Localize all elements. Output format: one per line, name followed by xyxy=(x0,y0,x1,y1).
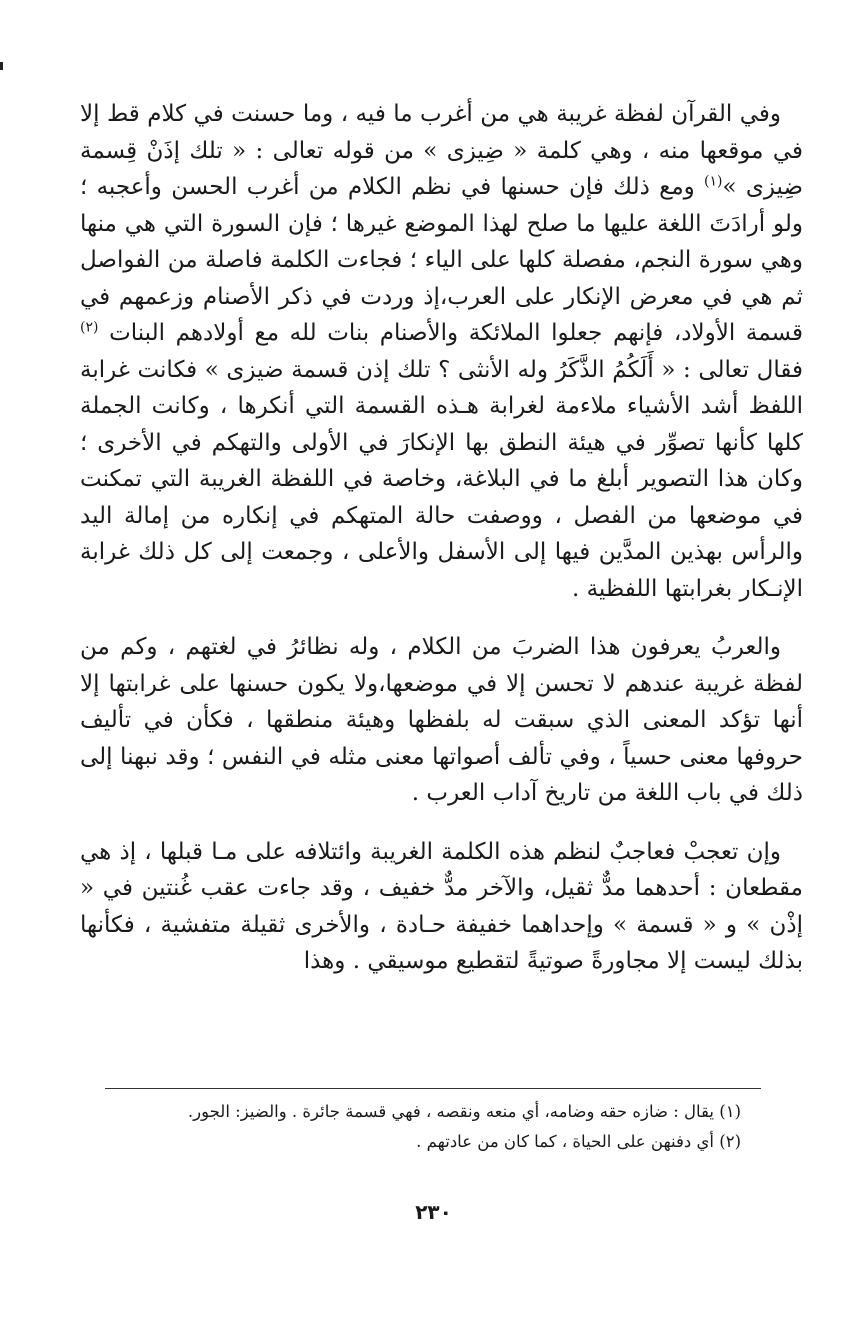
paragraph-2: والعربُ يعرفون هذا الضربَ من الكلام ، وله نظائرُ في لغتهم ، وكم من لفظة غريبة عندهم لا تحسن إلا في موضعها،ولا يكون حسنها على غرابتها إلا أنها تؤكد المعنى الذي سبقت له بلفظها وهيئة منطقها ، فكأن في تأليف حروفها معنى حسياً ، وفي تألف أصواتها معنى مثله في النفس ؛ وقد نبهنا إلى ذلك في باب اللغة من تاريخ آداب العرب . xyxy=(80,634,803,806)
page-number: ٢٣٠ xyxy=(415,1200,452,1224)
scan-edge-mark xyxy=(0,62,3,70)
footnote-1: (١) يقال : ضازه حقه وضامه، أي منعه ونقصه ، فهي قسمة جائرة . والضيز: الجور. xyxy=(187,1102,741,1121)
footnotes xyxy=(80,1097,741,1157)
footnote-ref-1: (١) xyxy=(704,173,723,190)
paragraph-1-part-3: فقال تعالى : « أَلَكُمُ الذَّكَرُ وله الأنثى ؟ تلك إذن قسمة ضيزى » فكانت غرابة اللفظ أشد الأشياء ملاءمة لغرابة هـذه القسمة التي أنكرها ، وكانت الجملة كلها كأنها تصوِّر في هيئة النطق بها الإنكارَ في الأولى والتهكم في الأخرى ؛ وكان هذا التصوير أبلغ ما في البلاغة، وخاصة في اللفظة الغريبة التي تمكنت في موضعها من الفصل ، ووصفت حالة المتهكم في إنكاره من إمالة اليد والرأس بهذين المدَّين فيها إلى الأسفل والأعلى ، وجمعت إلى كل ذلك غرابة الإنـكار بغرابتها اللفظية . xyxy=(80,356,803,602)
paragraph-3: وإن تعجبْ فعاجبٌ لنظم هذه الكلمة الغريبة وائتلافه على مـا قبلها ، إذ هي مقطعان : أحدهما مدٌّ ثقيل، والآخر مدٌّ خفيف ، وقد جاءت عقب غُنتين في « إذْن » و « قسمة » وإحداهما خفيفة حـادة ، والأخرى ثقيلة متفشية ، فكأنها بذلك ليست إلا مجاورةً صوتيةً لتقطيع موسيقي . وهذا xyxy=(80,838,803,974)
footnote-2: (٢) أي دفنهن على الحياة ، كما كان من عادتهم . xyxy=(416,1132,741,1151)
main-text xyxy=(80,96,803,980)
paragraph-1 xyxy=(80,96,803,607)
paragraph-1-part-1: وفي القرآن لفظة غريبة هي من أغرب ما فيه ، وما حسنت في كلام قط إلا في موقعها منه ، وهي كلمة « ضِيزى » من قوله تعالى : « تلك إذَنْ قِسمة ضِيزى » xyxy=(80,101,804,200)
footnote-divider xyxy=(105,1088,761,1089)
paragraph-1-part-2: ومع ذلك فإن حسنها في نظم الكلام من أغرب الحسن وأعجبه ؛ ولو أرادَتَ اللغة عليها ما صلح لهذا الموضع غيرها ؛ فإن السورة التي هي منها وهي سورة النجم، مفصلة كلها على الياء ؛ فجاءت الكلمة فاصلة من الفواصل ثم هي في معرض الإنكار على العرب،إذ وردت في ذكر الأصنام وزعمهم في قسمة الأولاد، فإنهم جعلوا الملائكة والأصنام بنات لله مع أولادهم البنات xyxy=(80,174,803,346)
footnote-ref-2: (٢) xyxy=(80,319,99,336)
